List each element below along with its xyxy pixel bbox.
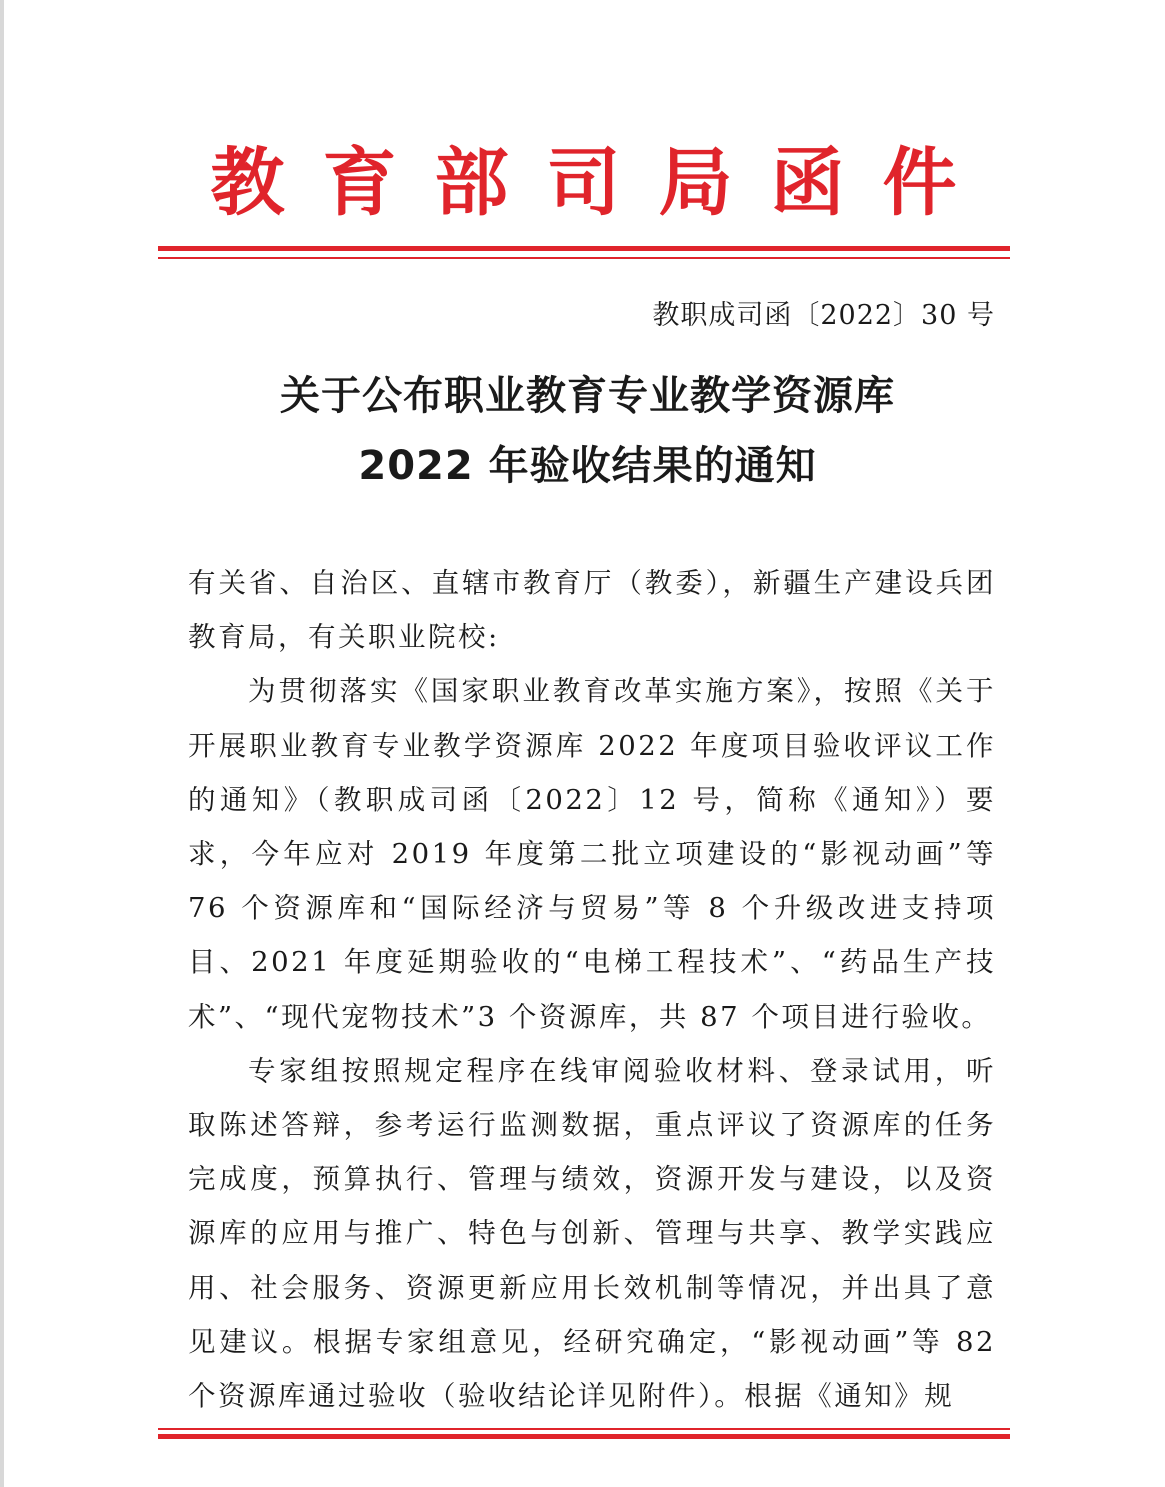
- salutation: 有关省、自治区、直辖市教育厅（教委），新疆生产建设兵团教育局，有关职业院校:: [188, 567, 996, 654]
- body-paragraph: 专家组按照规定程序在线审阅验收材料、登录试用，听取陈述答辩，参考运行监测数据，重点评议了资源库的任务完成度，预算执行、管理与绩效，资源开发与建设，以及资源库的应用与推广、特色与创新、管理与共享、教学实践应用、社会服务、资源更新应用长效机制等情况，并出具了意见建议。根据专家组意见，经研究确定，“影视动画”等 82 个资源库通过验收（验收结论详见附件）。根据《通知》规: [188, 1054, 996, 1413]
- notice-title-line-1: 关于公布职业教育专业教学资源库: [280, 373, 895, 419]
- header-rule-thick: [158, 246, 1010, 251]
- document-number: 教职成司函〔2022〕30 号: [652, 300, 995, 331]
- body-paragraph: 为贯彻落实《国家职业教育改革实施方案》，按照《关于开展职业教育专业教学资源库 2022 年度项目验收评议工作的通知》（教职成司函〔2022〕12 号，简称《通知》）要求，今年应对 2019 年度第二批立项建设的“影视动画”等 76 个资源库和“国际经济与贸易”等 8 个升级改进支持项目、2021 年度延期验收的“电梯工程技术”、“药品生产技术”、“现代宠物技术”3 个资源库，共 87 个项目进行验收。: [188, 675, 996, 1033]
- header-rule-thin: [158, 257, 1010, 259]
- notice-body: [188, 556, 996, 1423]
- notice-title-line-2: 2022 年验收结果的通知: [358, 443, 817, 489]
- footer-rule-thin: [158, 1428, 1010, 1430]
- footer-rule-thick: [158, 1434, 1010, 1439]
- letterhead-title: 教育部司局函件: [210, 140, 995, 226]
